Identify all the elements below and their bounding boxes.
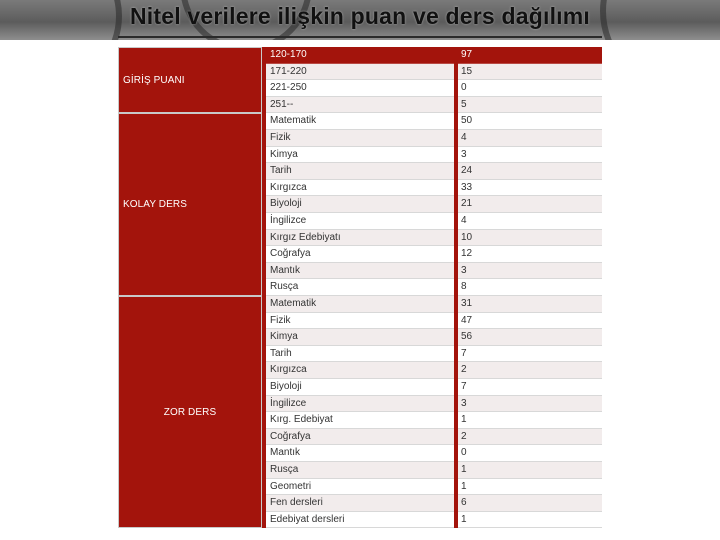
- row-label-cell: Tarih: [266, 163, 454, 180]
- row-value-cell: 15: [458, 64, 602, 81]
- row-label-cell: Coğrafya: [266, 429, 454, 446]
- row-label-cell: 171-220: [266, 64, 454, 81]
- row-value-cell: 3: [458, 263, 602, 280]
- row-value-cell: 0: [458, 445, 602, 462]
- row-label-cell: Rusça: [266, 462, 454, 479]
- group-cell: [118, 113, 262, 296]
- row-label-cell: Matematik: [266, 113, 454, 130]
- spacer-column: [262, 47, 266, 528]
- row-value-cell: 50: [458, 113, 602, 130]
- row-label-cell: Coğrafya: [266, 246, 454, 263]
- row-value-cell: 1: [458, 462, 602, 479]
- column-separator: [454, 47, 458, 528]
- row-label-cell: Fizik: [266, 313, 454, 330]
- row-value-cell: 2: [458, 362, 602, 379]
- row-value-cell: 7: [458, 379, 602, 396]
- row-label-cell: 221-250: [266, 80, 454, 97]
- row-value-cell: 10: [458, 230, 602, 247]
- group-cell: [118, 47, 262, 113]
- row-label-cell: Kırgızca: [266, 362, 454, 379]
- row-value-cell: 3: [458, 396, 602, 413]
- row-label-cell: İngilizce: [266, 213, 454, 230]
- row-label-cell: 120-170: [266, 47, 454, 64]
- row-label-cell: Kimya: [266, 329, 454, 346]
- row-value-cell: 2: [458, 429, 602, 446]
- row-label-cell: Matematik: [266, 296, 454, 313]
- row-label-cell: Kırg. Edebiyat: [266, 412, 454, 429]
- row-label-cell: 251--: [266, 97, 454, 114]
- row-label-cell: Kırgızca: [266, 180, 454, 197]
- row-value-cell: 6: [458, 495, 602, 512]
- title-underline: [118, 36, 602, 38]
- row-label-cell: Kimya: [266, 147, 454, 164]
- row-value-cell: 1: [458, 512, 602, 529]
- row-label-cell: Biyoloji: [266, 379, 454, 396]
- score-course-table: [118, 47, 602, 528]
- row-value-cell: 31: [458, 296, 602, 313]
- row-value-cell: 7: [458, 346, 602, 363]
- row-label-cell: Mantık: [266, 263, 454, 280]
- row-value-cell: 3: [458, 147, 602, 164]
- group-label: KOLAY DERS: [123, 199, 187, 211]
- row-label-cell: Fizik: [266, 130, 454, 147]
- row-value-cell: 33: [458, 180, 602, 197]
- row-value-cell: 5: [458, 97, 602, 114]
- row-label-cell: Fen dersleri: [266, 495, 454, 512]
- row-label-cell: Geometri: [266, 479, 454, 496]
- row-value-cell: 24: [458, 163, 602, 180]
- group-cell: [118, 296, 262, 528]
- row-value-cell: 47: [458, 313, 602, 330]
- row-value-cell: 0: [458, 80, 602, 97]
- row-value-cell: 12: [458, 246, 602, 263]
- row-value-cell: 4: [458, 213, 602, 230]
- page-title: Nitel verilere ilişkin puan ve ders dağılımı: [129, 3, 591, 29]
- row-label-cell: Biyoloji: [266, 196, 454, 213]
- row-value-cell: 8: [458, 279, 602, 296]
- row-value-cell: 1: [458, 479, 602, 496]
- row-label-cell: Mantık: [266, 445, 454, 462]
- row-value-cell: 97: [458, 47, 602, 64]
- row-value-cell: 21: [458, 196, 602, 213]
- row-value-cell: 1: [458, 412, 602, 429]
- group-label: GİRİŞ PUANI: [123, 74, 185, 86]
- row-value-cell: 56: [458, 329, 602, 346]
- row-label-cell: Edebiyat dersleri: [266, 512, 454, 529]
- row-label-cell: Kırgız Edebiyatı: [266, 230, 454, 247]
- row-label-cell: İngilizce: [266, 396, 454, 413]
- row-value-cell: 4: [458, 130, 602, 147]
- row-label-cell: Tarih: [266, 346, 454, 363]
- row-label-cell: Rusça: [266, 279, 454, 296]
- group-label: ZOR DERS: [163, 406, 217, 418]
